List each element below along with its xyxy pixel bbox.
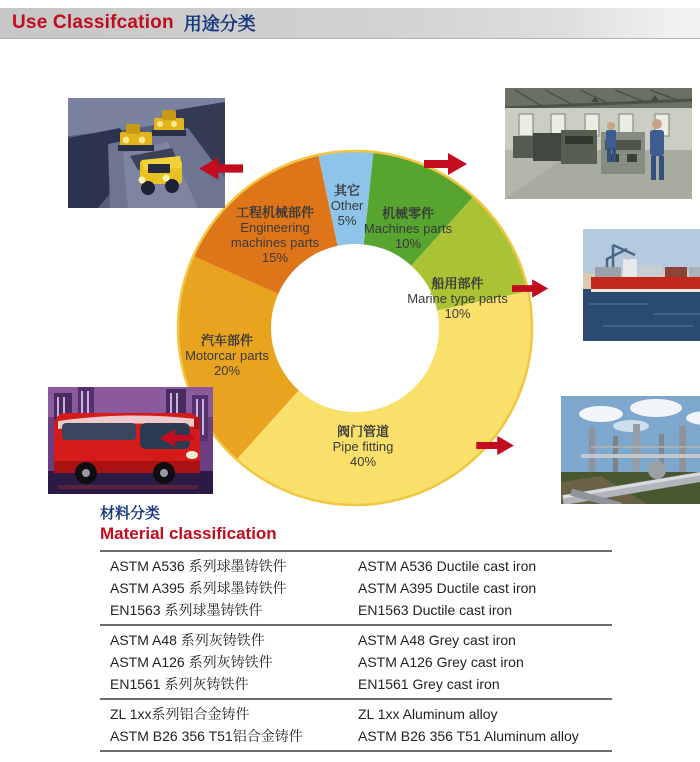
material-zh: ASTM A395 系列球墨铸铁件 [110, 580, 287, 596]
table-row [110, 703, 612, 725]
material-en: ASTM B26 356 T51 Aluminum alloy [358, 728, 579, 744]
slice-label-en: Machines parts [363, 221, 453, 236]
slice-label-pct: 5% [337, 213, 357, 228]
materials-section [100, 505, 612, 752]
arrow-right-icon [424, 152, 468, 176]
table-row [110, 725, 612, 747]
material-en: ASTM A48 Grey cast iron [358, 632, 516, 648]
table-row [110, 651, 612, 673]
material-zh: EN1563 系列球墨铸铁件 [110, 602, 263, 618]
photo-cargo-ship [583, 229, 700, 341]
cargo-ship-illustration [583, 229, 700, 341]
photo-machine-shop [505, 88, 692, 199]
arrow-left-icon [198, 156, 243, 181]
material-zh: ASTM A536 系列球墨铸铁件 [110, 558, 287, 574]
slice-label-zh: 机械零件 [381, 206, 434, 221]
slice-label-en: Other [330, 198, 364, 213]
material-zh: ASTM A126 系列灰铸铁件 [110, 654, 273, 670]
material-en: ASTM A126 Grey cast iron [358, 654, 524, 670]
slice-label-pct: 10% [394, 236, 422, 251]
material-en: ZL 1xx Aluminum alloy [358, 706, 498, 722]
refinery-illustration [561, 396, 700, 504]
table-row [110, 577, 612, 599]
materials-title-en: Material classification [100, 524, 277, 543]
slice-label-pct: 15% [261, 250, 289, 265]
slice-label-machines-parts [348, 206, 468, 251]
slice-label-zh: 工程机械部件 [235, 205, 314, 220]
materials-group-ductile-iron [100, 550, 612, 624]
slice-label-en: Motorcar parts [185, 348, 269, 363]
machine-shop-illustration [505, 88, 692, 199]
arrow-left-icon [159, 428, 194, 448]
page-title-en: Use Classifcation [12, 12, 174, 33]
material-en: EN1563 Ductile cast iron [358, 602, 513, 618]
construction-machinery-illustration [68, 98, 225, 208]
page-title-zh: 用途分类 [183, 14, 256, 34]
slice-label-pct: 20% [213, 363, 241, 378]
materials-group-grey-iron [100, 624, 612, 698]
slice-label-motorcar-parts [167, 333, 287, 378]
slice-label-zh: 船用部件 [431, 276, 484, 291]
materials-table [100, 550, 612, 752]
slice-label-zh: 其它 [333, 183, 360, 198]
materials-group-aluminum [100, 698, 612, 750]
slice-label-en: Marine type parts [407, 291, 508, 306]
material-en: ASTM A536 Ductile cast iron [358, 558, 537, 574]
table-row [110, 673, 612, 695]
arrow-right-icon [475, 435, 516, 456]
header-bar [0, 8, 700, 39]
slice-label-zh: 汽车部件 [200, 333, 253, 348]
materials-title-zh: 材料分类 [100, 505, 161, 522]
material-en: EN1561 Grey cast iron [358, 676, 500, 692]
material-zh: ASTM B26 356 T51铝合金铸件 [110, 728, 303, 744]
photo-engineering-machinery [68, 98, 225, 208]
slice-label-pct: 40% [349, 454, 377, 469]
material-zh: EN1561 系列灰铸铁件 [110, 676, 249, 692]
material-zh: ZL 1xx系列铝合金铸件 [110, 706, 250, 722]
slice-label-marine-type-parts [395, 276, 520, 321]
slice-label-pipe-fitting [305, 424, 421, 469]
slice-label-en: Pipe fitting [332, 439, 394, 454]
material-en: ASTM A395 Ductile cast iron [358, 580, 537, 596]
slice-label-engineering-machines-parts [213, 205, 337, 265]
table-row [110, 555, 612, 577]
material-zh: ASTM A48 系列灰铸铁件 [110, 632, 265, 648]
slice-label-zh: 阀门管道 [336, 424, 389, 439]
arrow-right-icon [512, 277, 549, 300]
photo-refinery-pipes [561, 396, 700, 504]
slice-label-pct: 10% [444, 306, 471, 321]
table-row [110, 629, 612, 651]
table-row [110, 599, 612, 621]
slice-label-en: Engineering machines parts [230, 220, 320, 250]
